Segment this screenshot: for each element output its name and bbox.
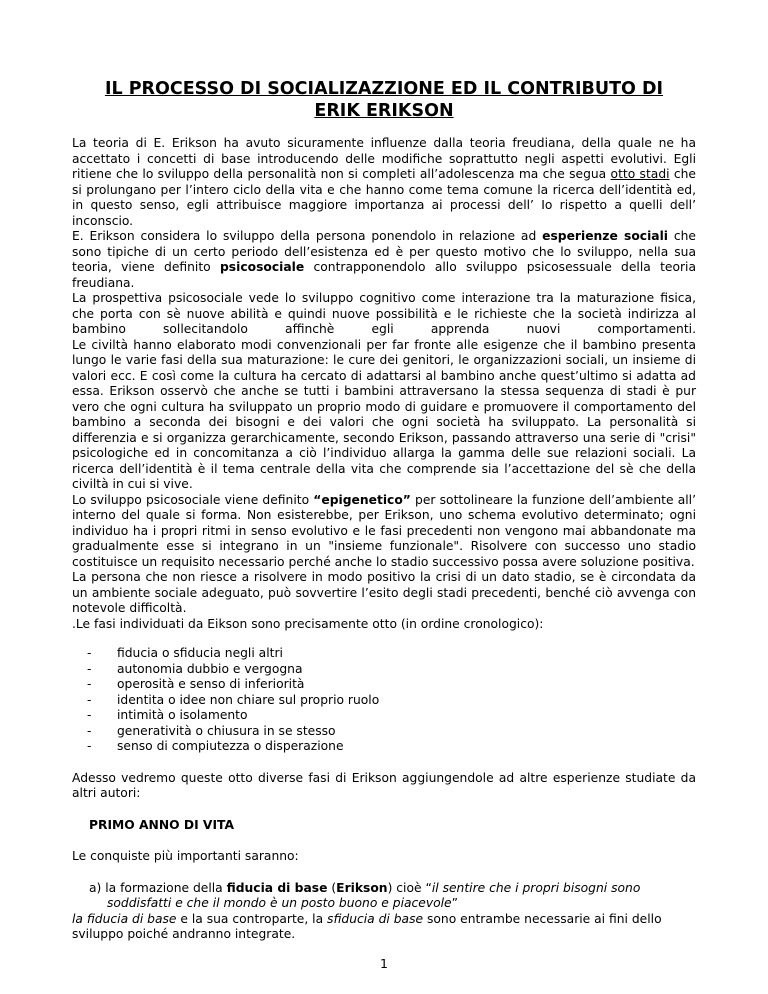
phases-list: [72, 646, 696, 755]
spacer: [72, 755, 696, 771]
dash-bullet: -: [87, 677, 92, 691]
italic-term: sfiducia di base: [327, 911, 424, 926]
underlined-term: otto stadi: [610, 167, 670, 181]
bold-term: esperienze sociali: [542, 229, 669, 243]
bold-term: fiducia di base: [226, 880, 328, 895]
text-run: La teoria di E. Erikson ha avuto sicuramente influenze dalla teoria freudiana, della quale ne ha accettato i concetti di base introducendo delle modifiche soprattutto negli aspetti evolutivi. Egli ritiene che lo sviluppo della personalità non si completi all’adolescenza ma che segua: [72, 136, 696, 181]
spacer: [72, 802, 696, 818]
paragraph-intro: [72, 136, 696, 229]
list-item-text: identita o idee non chiare sul proprio ruolo: [117, 692, 380, 707]
text-run: ”: [451, 896, 458, 910]
list-item: [72, 662, 696, 678]
text-run: che sono tipiche di un certo periodo dell’esistenza ed è per questo motivo che lo sviluppo, nella sua teoria, viene definito: [72, 229, 696, 274]
document-title: [70, 78, 698, 122]
list-item: [72, 693, 696, 709]
text-run: e la sua controparte, la: [176, 911, 328, 926]
text-run: Lo sviluppo psicosociale viene definito: [72, 492, 314, 507]
spacer: [72, 865, 696, 881]
dash-bullet: -: [87, 739, 92, 753]
list-item: [72, 677, 696, 693]
list-item: [72, 724, 696, 740]
text-run: contrapponendolo allo sviluppo psicosessuale della teoria freudiana.: [72, 260, 696, 290]
title-line-2: ERIK ERIKSON: [314, 101, 454, 121]
list-item-text: intimità o isolamento: [117, 708, 248, 722]
dash-bullet: -: [87, 661, 92, 676]
list-item-text: senso di compiutezza o disperazione: [117, 739, 344, 753]
list-item-a: [72, 881, 696, 912]
paragraph-conquests: Le conquiste più importanti saranno:: [72, 849, 299, 863]
spacer: [72, 833, 696, 849]
paragraph-basic-trust: [72, 912, 696, 943]
list-item: [72, 708, 696, 724]
dash-bullet: -: [87, 723, 92, 738]
italic-term: la fiducia di base: [72, 911, 177, 926]
italic-quote: il sentire che i propri bisogni sono soddisfatti e che il mondo è un posto buono e piacevole: [107, 880, 641, 910]
text-run: sono entrambe necessarie ai fini dello sviluppo poiché andranno integrate.: [72, 911, 662, 941]
paragraph-perspective: La prospettiva psicosociale vede lo sviluppo cognitivo come interazione tra la maturazione fisica, che porta con sè nuove abilità e quindi nuove possibilità e le richieste che la società indirizza al bambino sollecitandolo affinchè egli apprenda nuovi comportamenti.: [72, 291, 696, 336]
text-run: per sottolineare la funzione dell’ambiente all’ interno del quale si forma. Non esisterebbe, per Erikson, uno schema evolutivo determinato; ogni individuo ha i propri ritmi in senso evolutivo e le fasi precedenti non vengono mai abbandonate ma gradualmente esse si integrano in un "insieme funzionale". Risolvere con successo uno stadio costituisce un requisito necessario perché anche lo stadio successivo possa avere soluzione positiva.: [72, 492, 696, 569]
bold-term: “epigenetico”: [313, 492, 411, 507]
text-run: che si prolungano per l’intero ciclo della vita e che hanno come tema comune la ricerca dell’identità ed, in questo senso, egli attribuisce maggiore importanza ai processi dell’ Io rispetto a quelli dell’ inconscio.: [72, 167, 696, 228]
text-run: ) cioè “: [387, 880, 432, 895]
text-run: a) la formazione della: [89, 880, 227, 895]
bold-term: Erikson: [336, 880, 388, 895]
list-item-text: generatività o chiusura in se stesso: [117, 723, 336, 738]
list-item-text: autonomia dubbio e vergogna: [117, 661, 303, 676]
paragraph-next-phases: Adesso vedremo queste otto diverse fasi di Erikson aggiungendole ad altre esperienze studiate da altri autori:: [72, 770, 696, 800]
title-line-1: IL PROCESSO DI SOCIALIZAZZIONE ED IL CONTRIBUTO DI: [104, 79, 664, 99]
page-number: 1: [380, 956, 388, 971]
dash-bullet: -: [87, 646, 92, 660]
list-item-a-text: [89, 881, 696, 912]
list-item: [72, 739, 696, 755]
dash-bullet: -: [87, 692, 92, 707]
text-run: E. Erikson considera lo sviluppo della persona ponendolo in relazione ad: [72, 229, 543, 243]
section-heading: PRIMO ANNO DI VITA: [89, 817, 234, 832]
dash-bullet: -: [87, 708, 92, 722]
paragraph-phases-intro: .Le fasi individuati da Eikson sono precisamente otto (in ordine cronologico):: [72, 616, 544, 631]
list-item-text: fiducia o sfiducia negli altri: [117, 646, 283, 660]
document-body: [72, 136, 696, 943]
text-run: (: [327, 880, 337, 895]
paragraph-epigenetic: [72, 493, 696, 571]
list-item-text: operosità e senso di inferiorità: [117, 677, 305, 691]
list-item: [72, 646, 696, 662]
paragraph-civilizations: Le civiltà hanno elaborato modi convenzionali per far fronte alle esigenze che il bambino presenta lungo le varie fasi della sua maturazione: le cure dei genitori, le organizzazioni sociali, un insieme di valori ecc. E così come la cultura ha cercato di adattarsi al bambino anche quest’ultimo si adatta ad essa. Erikson osservò che anche se tutti i bambini attraversano la stessa sequenza di stadi è pur vero che ogni cultura ha sviluppato un proprio modo di guidare e promuovere il comportamento del bambino a seconda dei bisogni e dei valori che ogni società ha sviluppato. La personalità si differenzia e si organizza gerarchicamente, secondo Erikson, passando attraverso una serie di "crisi" psicologiche ed in concomitanza a ciò l’individuo allarga la gamma delle sue relazioni sociali. La ricerca dell’identità è il tema centrale della vita che comprende sia l’accettazione del sè che della civiltà in cui si vive.: [72, 337, 696, 491]
paragraph-crisis: La persona che non riesce a risolvere in modo positivo la crisi di un dato stadio, se è circondata da un ambiente sociale adeguato, può sovvertire l’esito degli stadi precedenti, benché ciò avvenga con notevole difficoltà.: [72, 570, 696, 615]
bold-term: psicosociale: [220, 260, 305, 274]
paragraph-psychosocial: [72, 229, 696, 291]
